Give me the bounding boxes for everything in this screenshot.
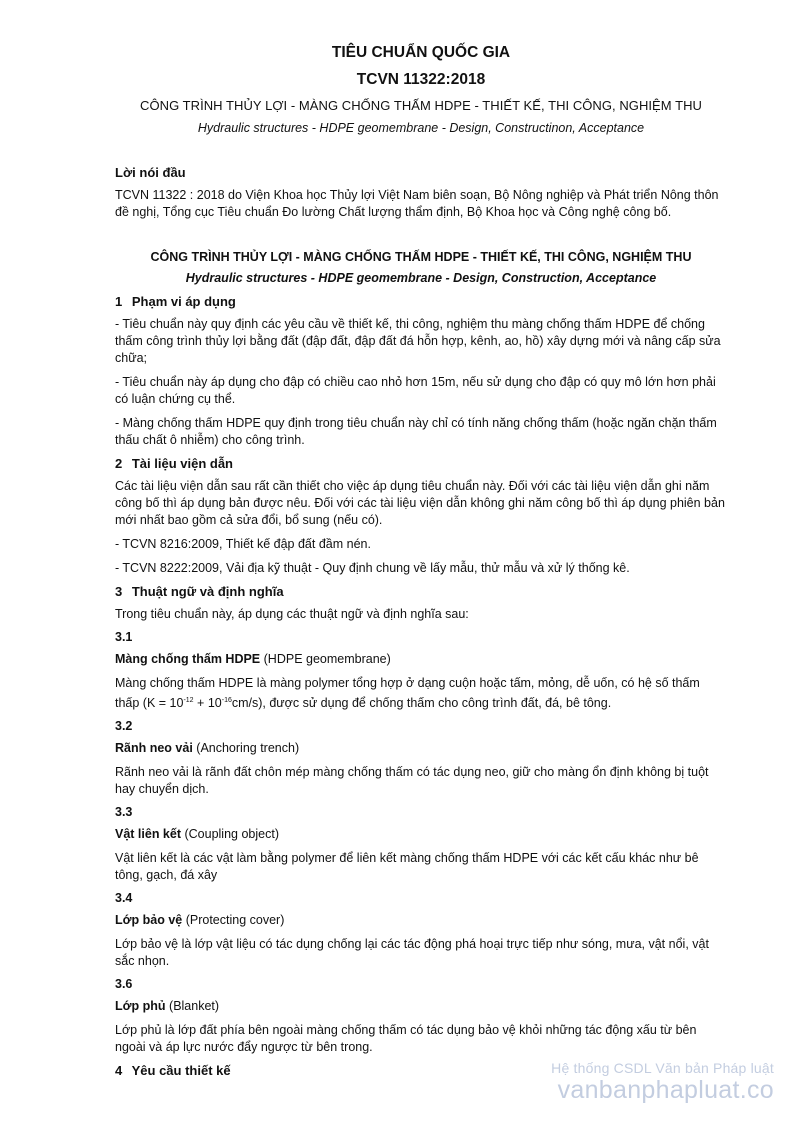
paragraph: Các tài liệu viện dẫn sau rất cần thiết cho việc áp dụng tiêu chuẩn này. Đối với các tài liệu viện dẫn ghi năm công bố thì áp dụng bản được nêu. Đối với các tài liệu viện dẫn không ghi năm công bố thì áp dụng phiên bản mới nhất bao gồm cả sửa đổi, bổ sung (nếu có). [115,479,725,527]
term-heading [115,740,727,757]
term-english: (Protecting cover) [185,913,285,927]
term-name: Rãnh neo vải [115,741,193,755]
term-definition: Lớp bảo vệ là lớp vật liệu có tác dụng chống lại các tác động phá hoại trực tiếp như sóng, mưa, vật nổi, vật sắc nhọn. [115,937,709,968]
section-title: Yêu cầu thiết kế [131,1063,231,1078]
section-title: Phạm vi áp dụng [131,294,236,309]
section-1-heading [115,294,727,309]
section-title: Thuật ngữ và định nghĩa [131,584,284,599]
term-definition [115,675,727,712]
section-3-heading [115,584,727,599]
term-heading [115,998,727,1015]
term-number: 3.3 [115,805,133,819]
watermark-line-1: Hệ thống CSDL Văn bản Pháp luật [551,1060,774,1076]
term-heading [115,826,727,843]
term-english: (Coupling object) [184,827,279,841]
term-definition: Rãnh neo vải là rãnh đất chôn mép màng chống thấm có tác dụng neo, giữ cho màng ổn định không bị tuột hay chuyển dịch. [115,765,709,796]
reference-item: - TCVN 8216:2009, Thiết kế đập đất đầm nén. [115,537,371,551]
reference-item: - TCVN 8222:2009, Vải địa kỹ thuật - Quy định chung về lấy mẫu, thử mẫu và xử lý thống kê. [115,561,630,575]
section-title: Tài liệu viện dẫn [131,456,233,471]
main-title: CÔNG TRÌNH THỦY LỢI - MÀNG CHỐNG THẤM HDPE - THIẾT KẾ, THI CÔNG, NGHIỆM THU [150,250,692,264]
foreword-heading: Lời nói đầu [115,165,186,180]
section-number: 2 [115,456,123,471]
definition-text: + 10 [193,696,222,710]
foreword-text: TCVN 11322 : 2018 do Viện Khoa học Thủy lợi Việt Nam biên soạn, Bộ Nông nghiệp và Phát triển Nông thôn đề nghị, Tổng cục Tiêu chuẩn Đo lường Chất lượng thẩm định, Bộ Khoa học và Công nghệ công bố. [115,188,719,219]
main-title-english: Hydraulic structures - HDPE geomembrane - Design, Construction, Acceptance [185,271,657,285]
english-title: Hydraulic structures - HDPE geomembrane - Design, Constructinon, Acceptance [197,121,645,135]
exponent: -12 [183,697,194,704]
definition-text: cm/s), được sử dụng để chống thấm cho công trình đất, đá, bê tông. [231,696,612,710]
term-number: 3.6 [115,977,133,991]
watermark [551,1060,774,1105]
term-name: Lớp phủ [115,999,166,1013]
paragraph: - Tiêu chuẩn này áp dụng cho đập có chiều cao nhỏ hơn 15m, nếu sử dụng cho đập có quy mô lớn hơn phải có luận chứng cụ thể. [115,375,716,406]
term-heading [115,912,727,929]
paragraph: - Tiêu chuẩn này quy định các yêu cầu về thiết kế, thi công, nghiệm thu màng chống thấm HDPE để chống thấm công trình thủy lợi bằng đất (đập đất, đập đất đá hỗn hợp, kênh, ao, hồ) xây dựng mới và nâng cấp sửa chữa; [115,317,721,365]
term-number: 3.1 [115,630,133,644]
term-definition: Lớp phủ là lớp đất phía bên ngoài màng chống thấm có tác dụng bảo vệ khỏi những tác động xấu từ bên ngoài và áp lực nước đẩy ngược từ bên trong. [115,1023,697,1054]
section-number: 1 [115,294,123,309]
document-title: TIÊU CHUẨN QUỐC GIA [331,44,511,61]
term-name: Màng chống thấm HDPE [115,652,261,666]
term-name: Vật liên kết [115,827,181,841]
document-subtitle: CÔNG TRÌNH THỦY LỢI - MÀNG CHỐNG THẤM HDPE - THIẾT KẾ, THI CÔNG, NGHIỆM THU [140,98,702,113]
term-number: 3.2 [115,719,133,733]
term-english: (Blanket) [169,999,220,1013]
term-english: (Anchoring trench) [196,741,300,755]
definition-text: Màng chống thấm HDPE là màng polymer tổng hợp ở dạng cuộn hoặc tấm, mỏng, dễ uốn, có hệ số thấm thấp (K = 10 [115,676,700,710]
term-number: 3.4 [115,891,133,905]
section-2-heading [115,456,727,471]
section-number: 4 [115,1063,123,1078]
paragraph: - Màng chống thấm HDPE quy định trong tiêu chuẩn này chỉ có tính năng chống thấm (hoặc ngăn chặn thấm thấu chất ô nhiễm) cho công trình. [115,416,717,447]
watermark-site-link[interactable]: vanbanphapluat.co [557,1076,774,1104]
term-heading [115,651,727,668]
paragraph: Trong tiêu chuẩn này, áp dụng các thuật ngữ và định nghĩa sau: [115,607,469,621]
exponent: -16 [221,697,232,704]
term-english: (HDPE geomembrane) [263,652,391,666]
term-name: Lớp bảo vệ [115,913,183,927]
standard-code: TCVN 11322:2018 [356,71,486,88]
term-definition: Vật liên kết là các vật làm bằng polymer để liên kết màng chống thấm HDPE với các kết cấu khác như bê tông, gạch, đá xây [115,851,699,882]
section-number: 3 [115,584,123,599]
document-page [115,44,727,1085]
